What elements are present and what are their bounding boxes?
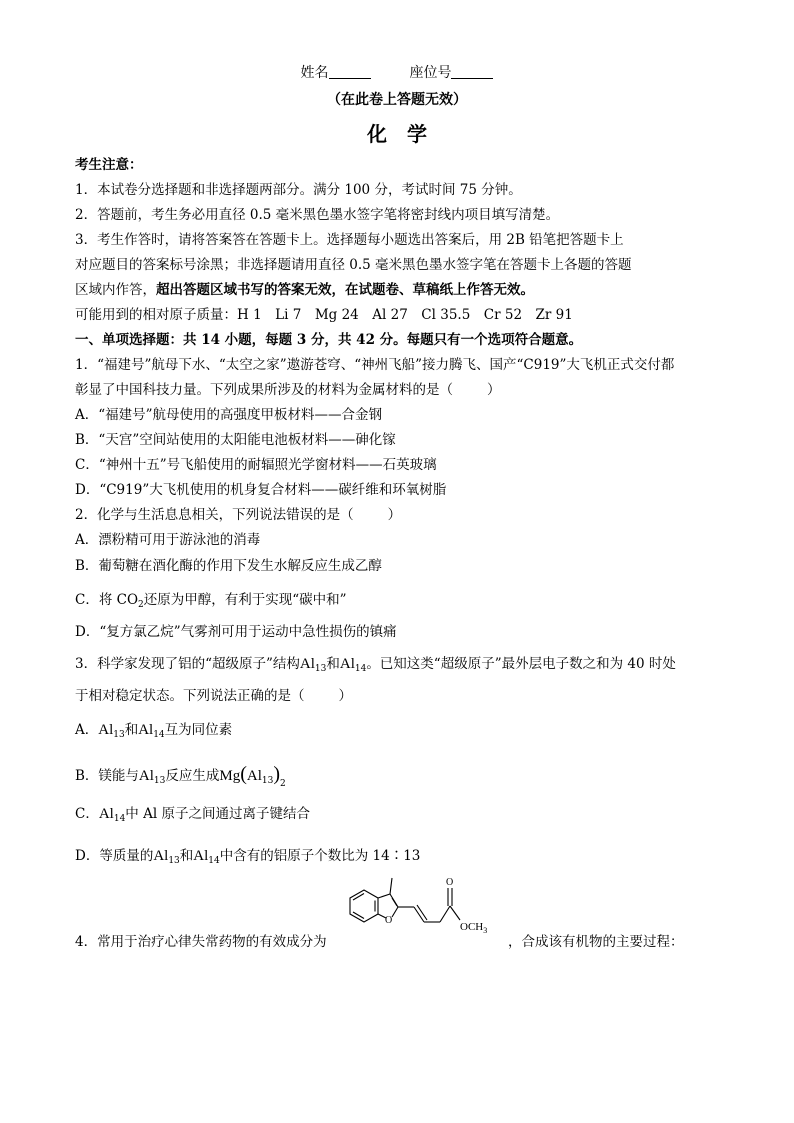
q3-al-b: Al <box>339 656 355 672</box>
q3-c-al: Al <box>98 806 114 822</box>
q3-d-sub14: 14 <box>208 856 220 866</box>
name-blank <box>329 64 371 79</box>
q4-stem-pre: 4．常用于治疗心律失常药物的有效成分为 <box>75 934 327 950</box>
q3-stem-line-1 <box>75 654 676 679</box>
q3-d-al13: Al <box>153 848 169 864</box>
subject-title: 化 学 <box>367 122 427 146</box>
methoxy-sub3: 3 <box>483 926 488 935</box>
q3-b-mid: 反应生成 <box>165 768 220 784</box>
q3-d-post: 中含有的铝原子个数比为 14∶13 <box>219 848 421 864</box>
q3-a-al14: Al <box>138 722 154 738</box>
q3-a-sub14: 14 <box>153 730 165 740</box>
q2-option-a: A．漂粉精可用于游泳池的消毒 <box>75 532 261 548</box>
notice-title: 考生注意： <box>75 157 143 173</box>
q1-option-d: D．“C919”大飞机使用的机身复合材料——碳纤维和环氧树脂 <box>75 482 447 498</box>
seat-label: 座位号 <box>409 65 452 81</box>
q2-option-d: D．“复方氯乙烷”气雾剂可用于运动中急性损伤的镇痛 <box>75 624 397 640</box>
q4-stem-post: ，合成该有机物的主要过程： <box>508 934 684 950</box>
notice-item-2: 2．答题前，考生务必用直径 0.5 毫米黑色墨水签字笔将密封线内项目填写清楚。 <box>75 207 560 223</box>
q3-a-pre: A． <box>75 722 99 738</box>
q3-c-pre: C． <box>75 806 99 822</box>
q3-b-paren-close: ) <box>273 763 281 785</box>
name-label: 姓名 <box>300 65 329 81</box>
q3-d-and: 和 <box>179 848 194 864</box>
q3-a-and: 和 <box>124 722 139 738</box>
q3-option-c <box>75 804 310 829</box>
q2-paren-close: ） <box>387 507 402 523</box>
notice-item-3-line-3 <box>75 280 534 300</box>
invalid-note: （在此卷上答题无效） <box>327 92 467 108</box>
q2-stem <box>75 505 401 525</box>
notice-item-3-line-1: 3．考生作答时，请将答案答在答题卡上。选择题每小题选出答案后，用 2B 铅笔把答题卡上 <box>75 232 624 248</box>
q3-c-sub14: 14 <box>113 814 126 824</box>
q1-paren-close: ） <box>487 382 501 398</box>
seat-blank <box>451 64 493 79</box>
q3-d-sub13: 13 <box>168 856 180 866</box>
notice-item-3-bold: 超出答题区域书写的答案无效，在试题卷、草稿纸上作答无效。 <box>156 282 534 298</box>
q3-stem-line-2 <box>75 686 352 706</box>
q1-stem-text: 彰显了中国科技力量。下列成果所涉及的材料为金属材料的是（ <box>75 382 453 398</box>
notice-item-3-plain: 区域内作答， <box>75 282 156 298</box>
q3-al-a: Al <box>299 656 315 672</box>
q2-stem-text: 2．化学与生活息息相关，下列说法错误的是（ <box>75 507 354 523</box>
q3-a-sub13: 13 <box>113 730 125 740</box>
q3-and: 和 <box>326 656 340 672</box>
q3-b-al-inner: Al <box>246 768 262 784</box>
q3-paren-close: ） <box>338 688 352 704</box>
q3-b-sub13-inner: 13 <box>261 776 274 786</box>
q2-c-sub: 2 <box>138 600 144 610</box>
q3-option-d <box>75 846 420 871</box>
q3-option-a <box>75 720 232 745</box>
q3-d-pre: D．等质量的 <box>75 848 154 864</box>
q3-option-b <box>75 764 286 794</box>
q3-stem-post: 。已知这类“超级原子”最外层电子数之和为 40 时处 <box>366 656 676 672</box>
q2-c-post: 还原为甲醇，有利于实现“碳中和” <box>143 592 347 608</box>
section-1-title: 一、单项选择题：共 14 小题，每题 3 分，共 42 分。每题只有一个选项符合题意。 <box>75 332 583 348</box>
q3-c-post: 中 Al 原子之间通过离子键结合 <box>125 806 310 822</box>
q3-b-sub2: 2 <box>280 779 286 789</box>
q3-a-post: 互为同位素 <box>164 722 233 738</box>
q3-stem-text: 于相对稳定状态。下列说法正确的是（ <box>75 688 305 704</box>
q2-c-pre: C．将 CO <box>75 592 139 608</box>
atomic-mass-line: 可能用到的相对原子质量：H 1 Li 7 Mg 24 Al 27 Cl 35.5 Cr 52 Zr 91 <box>75 307 573 323</box>
q3-a-al13: Al <box>98 722 114 738</box>
q1-option-c: C．“神州十五”号飞船使用的耐辐照光学窗材料——石英玻璃 <box>75 457 437 473</box>
q1-stem-line-2 <box>75 380 501 400</box>
q1-option-a: A．“福建号”航母使用的高强度甲板材料——合金钢 <box>75 407 383 423</box>
q3-d-al14: Al <box>193 848 209 864</box>
q3-stem-pre: 3．科学家发现了铝的“超级原子”结构 <box>75 656 300 672</box>
methoxy-label <box>460 921 487 935</box>
q3-b-mg: Mg <box>219 768 241 784</box>
q1-stem-line-1: 1．“福建号”航母下水、“太空之家”遨游苍穹、“神州飞船”接力腾飞、国产“C919”大飞机正式交付都 <box>75 357 675 373</box>
notice-item-1: 1．本试卷分选择题和非选择题两部分。满分 100 分，考试时间 75 分钟。 <box>75 182 522 198</box>
q2-option-c <box>75 590 347 615</box>
q2-option-b: B．葡萄糖在酒化酶的作用下发生水解反应生成乙醇 <box>75 558 382 574</box>
benzofuran-ester-structure <box>330 872 505 944</box>
q3-b-pre: B．镁能与 <box>75 768 139 784</box>
q3-b-al: Al <box>138 768 154 784</box>
q1-option-b: B．“天宫”空间站使用的太阳能电池板材料——砷化镓 <box>75 432 396 448</box>
candidate-info-line <box>0 62 794 82</box>
q3-b-paren-open: ( <box>240 763 247 785</box>
q3-b-sub13: 13 <box>153 776 166 786</box>
notice-item-3-line-2: 对应题目的答案标号涂黑；非选择题请用直径 0.5 毫米黑色墨水签字笔在答题卡上各题的答题 <box>75 257 632 273</box>
furan-oxygen-label: O <box>385 915 393 926</box>
methoxy-och: OCH <box>460 921 484 933</box>
q3-sub-14: 14 <box>354 664 367 674</box>
carbonyl-oxygen-label: O <box>446 877 454 888</box>
q3-sub-13: 13 <box>314 664 327 674</box>
